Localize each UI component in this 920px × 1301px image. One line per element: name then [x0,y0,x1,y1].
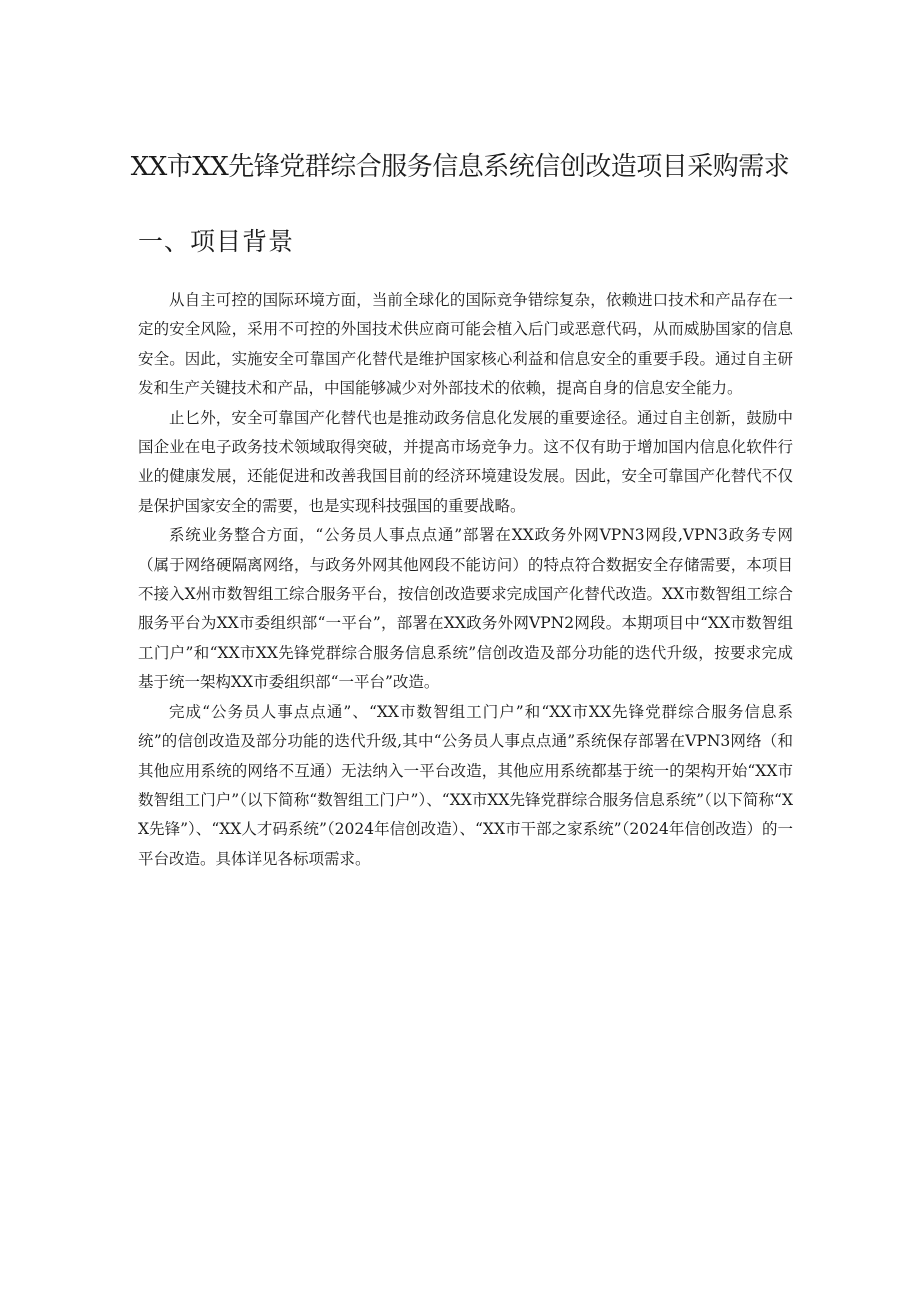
paragraph: 从自主可控的国际环境方面，当前全球化的国际竞争错综复杂，依赖进口技术和产品存在一定的安全风险，采用不可控的外国技术供应商可能会植入后门或恶意代码，从而威胁国家的信息安全。因此，实施安全可靠国产化替代是维护国家核心利益和信息安全的重要手段。通过自主研发和生产关键技术和产品，中国能够减少对外部技术的依赖，提高自身的信息安全能力。 [138,291,793,398]
paragraph: 系统业务整合方面，“公务员人事点点通”部署在XX政务外网VPN3网段,VPN3政务专网（属于网络硬隔离网络，与政务外网其他网段不能访问）的特点符合数据安全存储需要，本项目不接入X州市数智组工综合服务平台，按信创改造要求完成国产化替代改造。XX市数智组工综合服务平台为XX市委组织部“一平台”，部署在XX政务外网VPN2网段。本期项目中“XX市数智组工门户”和“XX市XX先锋党群综合服务信息系统”信创改造及部分功能的迭代升级，按要求完成基于统一架构XX市委组织部“一平台”改造。 [138,526,793,692]
document-body [138,286,793,874]
paragraph: 止匕外，安全可靠国产化替代也是推动政务信息化发展的重要途径。通过自主创新，鼓励中国企业在电子政务技术领域取得突破，并提高市场竞争力。这不仅有助于增加国内信息化软件行业的健康发展，还能促进和改善我国目前的经济环境建设发展。因此，安全可靠国产化替代不仅是保护国家安全的需要，也是实现科技强国的重要战略。 [138,408,793,515]
paragraph: 完成“公务员人事点点通”、“XX市数智组工门户”和“XX市XX先锋党群综合服务信息系统”的信创改造及部分功能的迭代升级,其中“公务员人事点点通”系统保存部署在VPN3网络（和其他应用系统的网络不互通）无法纳入一平台改造，其他应用系统都基于统一的架构开始“XX市数智组工门户”（以下简称“数智组工门户”）、“XX市XX先锋党群综合服务信息系统”（以下简称“XX先锋”）、“XX人才码系统”（2024年信创改造）、“XX市干部之家系统”（2024年信创改造）的一平台改造。具体详见各标项需求。 [138,702,793,868]
section-heading: 一、项目背景 [138,227,295,256]
document-title: XX市XX先锋党群综合服务信息系统信创改造项目采购需求 [130,152,790,182]
